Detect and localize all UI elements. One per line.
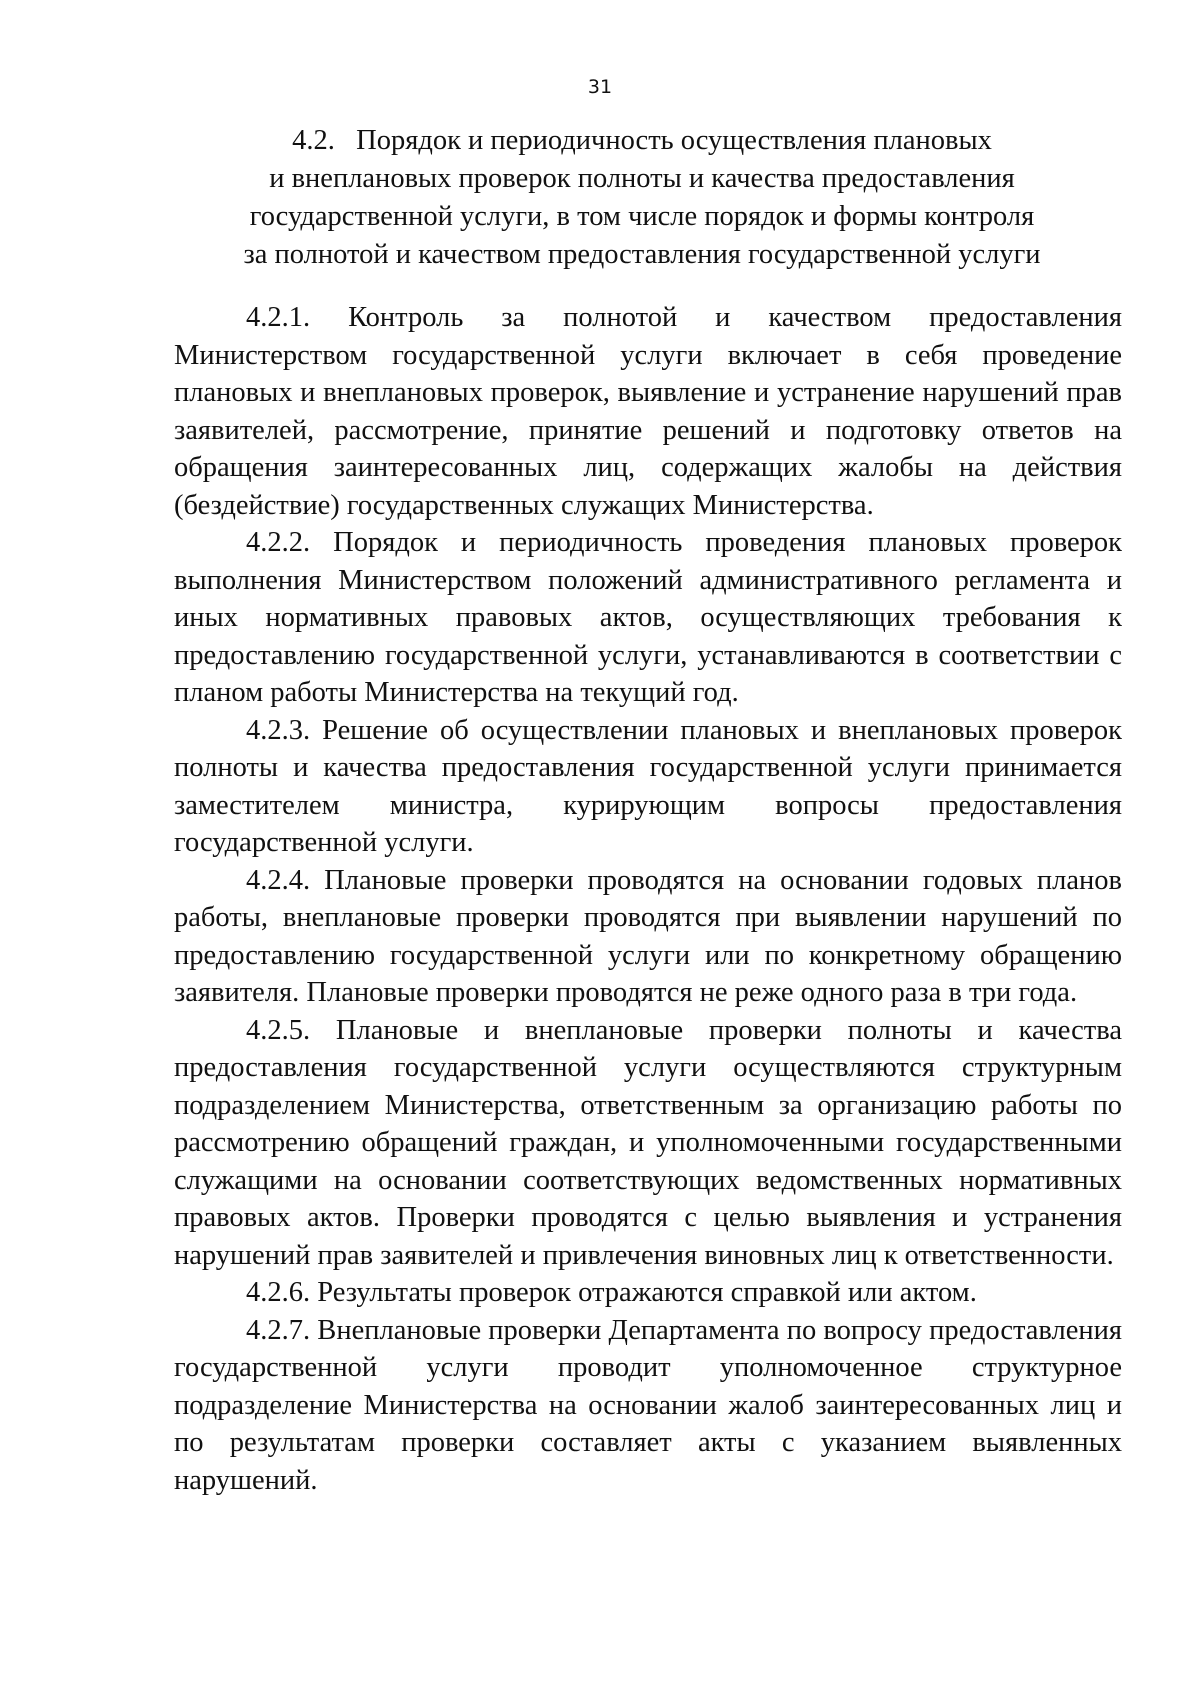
heading-number: 4.2. bbox=[292, 125, 335, 156]
page-number: 31 bbox=[587, 76, 613, 98]
heading-line-2: и внеплановых проверок полноты и качества предоставления bbox=[269, 163, 1015, 194]
section-heading bbox=[200, 122, 1084, 274]
paragraph-4-2-2: 4.2.2. Порядок и периодичность проведения плановых проверок выполнения Министерством положений административного регламента и иных нормативных правовых актов, осуществляющих требования к предоставлению государственной услуги, устанавливаются в соответствии с планом работы Министерства на текущий год. bbox=[174, 527, 1122, 708]
paragraph-4-2-5: 4.2.5. Плановые и внеплановые проверки полноты и качества предоставления государственной услуги осуществляются структурным подразделением Министерства, ответственным за организацию работы по рассмотрению обращений граждан, и уполномоченными государственными служащими на основании соответствующих ведомственных нормативных правовых актов. Проверки проводятся с целью выявления и устранения нарушений прав заявителей и привлечения виновных лиц к ответственности. bbox=[174, 1014, 1122, 1271]
heading-line-3: государственной услуги, в том числе порядок и формы контроля bbox=[249, 201, 1035, 232]
heading-line-4: за полнотой и качеством предоставления государственной услуги bbox=[243, 239, 1041, 270]
paragraph-4-2-4: 4.2.4. Плановые проверки проводятся на основании годовых планов работы, внеплановые проверки проводятся при выявлении нарушений по предоставлению государственной услуги или по конкретному обращению заявителя. Плановые проверки проводятся не реже одного раза в три года. bbox=[174, 864, 1122, 1008]
document-body bbox=[174, 299, 1122, 1499]
heading-text-1: Порядок и периодичность осуществления плановых bbox=[356, 125, 992, 156]
paragraph-4-2-6: 4.2.6. Результаты проверок отражаются справкой или актом. bbox=[246, 1277, 977, 1308]
heading-line-1 bbox=[200, 122, 1084, 160]
paragraph-4-2-3: 4.2.3. Решение об осуществлении плановых и внеплановых проверок полноты и качества предоставления государственной услуги принимается заместителем министра, курирующим вопросы предоставления государственной услуги. bbox=[174, 714, 1122, 858]
paragraph-4-2-7: 4.2.7. Внеплановые проверки Департамента по вопросу предоставления государственной услуги проводит уполномоченное структурное подразделение Министерства на основании жалоб заинтересованных лиц и по результатам проверки составляет акты с указанием выявленных нарушений. bbox=[174, 1314, 1122, 1496]
paragraph-4-2-1: 4.2.1. Контроль за полнотой и качеством предоставления Министерством государственной услуги включает в себя проведение плановых и внеплановых проверок, выявление и устранение нарушений прав заявителей, рассмотрение, принятие решений и подготовку ответов на обращения заинтересованных лиц, содержащих жалобы на действия (бездействие) государственных служащих Министерства. bbox=[174, 302, 1122, 521]
